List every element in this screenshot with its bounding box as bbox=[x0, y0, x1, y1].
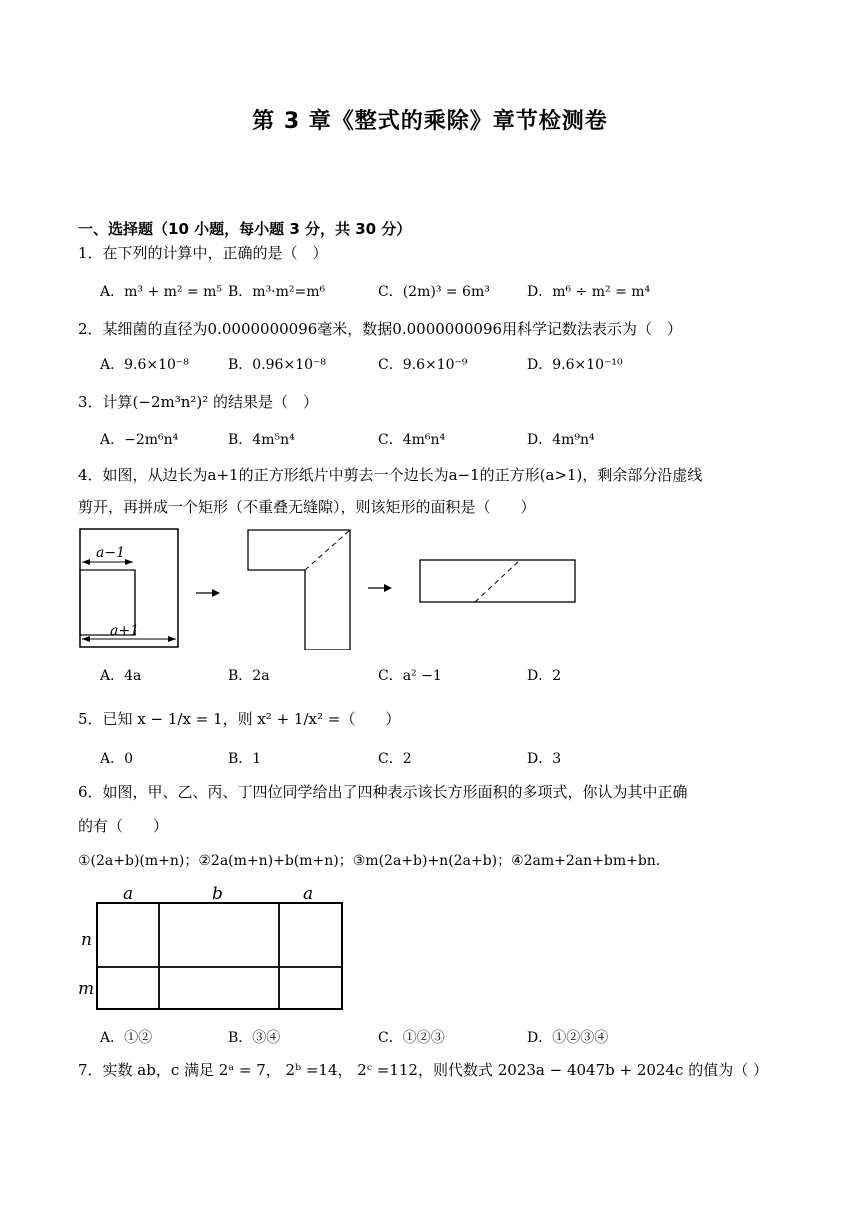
row-label-n: n bbox=[81, 930, 92, 950]
q3-option-b: B．4m⁵n⁴ bbox=[228, 432, 295, 448]
q5-option-c: C．2 bbox=[378, 751, 412, 767]
q6-option-c: C．①②③ bbox=[378, 1030, 445, 1046]
question-4-stem-line1: 4．如图，从边长为a+1的正方形纸片中剪去一个边长为a−1的正方形(a>1)，剩余部分沿虚线 bbox=[78, 466, 703, 484]
q4-option-c: C．a² −1 bbox=[378, 668, 442, 684]
q1-option-c: C．(2m)³ = 6m³ bbox=[378, 284, 490, 300]
q2-option-a: A．9.6×10⁻⁸ bbox=[100, 357, 189, 373]
q5-option-b: B．1 bbox=[228, 751, 262, 767]
q6-figure bbox=[75, 882, 355, 1012]
question-6-stem-line2: 的有（ ） bbox=[78, 817, 169, 835]
q5-option-a: A．0 bbox=[100, 751, 134, 767]
q1-option-a: A．m³ + m² = m⁵ bbox=[100, 284, 223, 300]
question-4-stem-line2: 剪开，再拼成一个矩形（不重叠无缝隙），则该矩形的面积是（ ） bbox=[78, 498, 536, 516]
q4-option-a: A．4a bbox=[100, 668, 142, 684]
l-shape bbox=[248, 530, 350, 650]
question-7-stem: 7．实数 ab，c 满足 2ᵃ = 7， 2ᵇ =14， 2ᶜ =112，则代数式 2023a − 4047b + 2024c 的值为（ ） bbox=[78, 1061, 768, 1079]
col-label-a: a bbox=[123, 884, 134, 904]
q1-option-b: B．m³·m²=m⁶ bbox=[228, 284, 326, 300]
col-label-b: b bbox=[212, 884, 223, 904]
q5-option-d: D．3 bbox=[527, 751, 562, 767]
page-title: 第 3 章《整式的乘除》章节检测卷 bbox=[252, 109, 608, 134]
q4-figure bbox=[70, 525, 610, 650]
q2-option-b: B．0.96×10⁻⁸ bbox=[228, 357, 327, 373]
q2-option-d: D．9.6×10⁻¹⁰ bbox=[527, 357, 623, 373]
arrow-icon bbox=[384, 584, 392, 592]
q3-option-a: A．−2m⁶n⁴ bbox=[100, 432, 179, 448]
question-5-stem: 5．已知 x − 1/x = 1，则 x² + 1/x² =（ ） bbox=[78, 710, 401, 728]
q3-option-c: C．4m⁶n⁴ bbox=[378, 432, 446, 448]
question-6-stem-line1: 6．如图，甲、乙、丙、丁四位同学给出了四种表示该长方形面积的多项式，你认为其中正确 bbox=[78, 783, 688, 801]
q6-option-d: D．①②③④ bbox=[527, 1030, 609, 1046]
label-a-minus-1: a−1 bbox=[96, 545, 125, 561]
section-heading: 一、选择题（10 小题，每小题 3 分，共 30 分） bbox=[78, 220, 412, 238]
question-3-stem: 3．计算(−2m³n²)² 的结果是（ ） bbox=[78, 393, 319, 411]
q1-option-d: D．m⁶ ÷ m² = m⁴ bbox=[527, 284, 651, 300]
question-6-expressions: ①(2a+b)(m+n)；②2a(m+n)+b(m+n)；③m(2a+b)+n(2a+b)；④2am+2an+bm+bn． bbox=[78, 853, 670, 869]
q4-option-d: D．2 bbox=[527, 668, 562, 684]
question-1-stem: 1．在下列的计算中，正确的是（ ） bbox=[78, 244, 328, 262]
grid-rectangle bbox=[97, 903, 342, 1009]
question-2-stem: 2．某细菌的直径为0.0000000096毫米，数据0.0000000096用科学记数法表示为（ ） bbox=[78, 320, 683, 338]
q6-option-b: B．③④ bbox=[228, 1030, 281, 1046]
label-a-plus-1: a+1 bbox=[110, 623, 139, 639]
arrow-icon bbox=[212, 589, 220, 597]
q6-option-a: A．①② bbox=[100, 1030, 153, 1046]
col-label-a: a bbox=[303, 884, 314, 904]
q4-option-b: B．2a bbox=[228, 668, 270, 684]
q3-option-d: D．4m⁹n⁴ bbox=[527, 432, 595, 448]
q2-option-c: C．9.6×10⁻⁹ bbox=[378, 357, 468, 373]
row-label-m: m bbox=[78, 979, 95, 999]
